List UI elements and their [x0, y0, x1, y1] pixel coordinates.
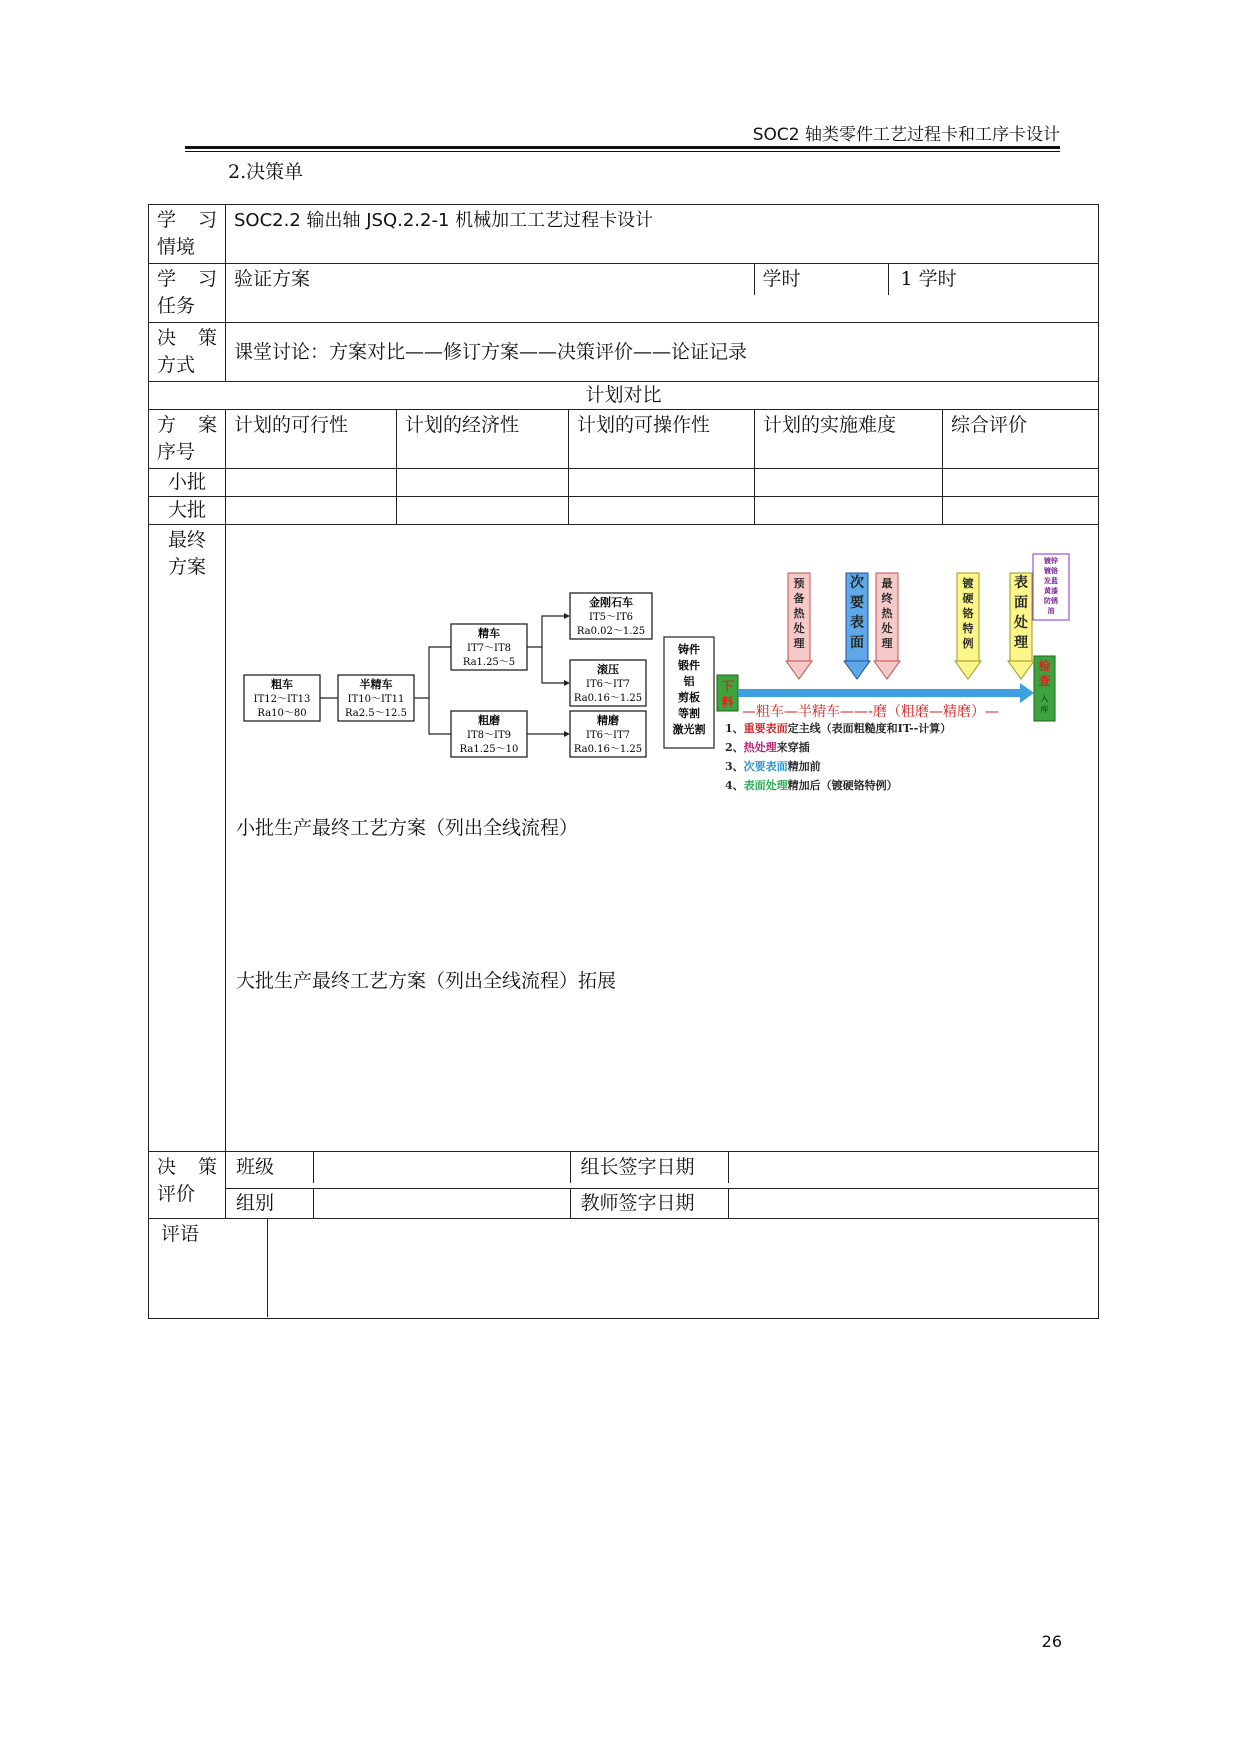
table-cell[interactable] — [943, 469, 1099, 497]
process-arrow-label: 处 — [881, 622, 893, 635]
table-cell[interactable] — [569, 497, 755, 525]
table-cell[interactable] — [397, 469, 569, 497]
col-economy: 计划的经济性 — [397, 410, 569, 469]
header-rule-thin — [185, 151, 1060, 152]
process-note: 3、次要表面精加前 — [725, 760, 821, 773]
header-rule — [185, 146, 1060, 149]
plan-no-label: 方 案 序号 — [149, 410, 226, 469]
process-arrow-label: 终 — [881, 592, 893, 605]
surface-treatment-note-text: 油 — [1047, 606, 1055, 615]
inspect-char: 检 — [1038, 659, 1051, 673]
process-box-text: IT6～IT7 — [586, 730, 630, 741]
row-small-batch-label: 小批 — [149, 469, 226, 497]
main-line-label: —粗车—半精车——-磨（粗磨—精磨）— — [742, 704, 1000, 720]
method-value: 课堂讨论：方案对比——修订方案——决策评价——论证记录 — [226, 323, 1099, 382]
process-arrow-label: 热 — [793, 607, 805, 620]
process-arrow-label: 硬 — [962, 592, 974, 605]
page-number: 26 — [1041, 1632, 1062, 1651]
task-label: 学 习 任务 — [149, 264, 226, 323]
process-box-text: IT10～IT11 — [347, 694, 405, 705]
process-arrow-label: 理 — [1014, 635, 1028, 651]
process-box-text: Ra0.02～1.25 — [576, 626, 646, 637]
eval-label: 决 策 评价 — [149, 1152, 226, 1219]
situation-value: SOC2.2 输出轴 JSQ.2.2-1 机械加工工艺过程卡设计 — [226, 205, 1099, 264]
final-small-batch: 小批生产最终工艺方案（列出全线流程） — [236, 817, 579, 839]
process-box-text: 金刚石车 — [589, 596, 633, 609]
group-field[interactable] — [313, 1189, 570, 1218]
process-arrow-label: 面 — [1014, 595, 1028, 611]
process-arrow-label: 预 — [793, 577, 805, 590]
col-overall: 综合评价 — [943, 410, 1099, 469]
cut-label-1: 下 — [721, 679, 734, 693]
class-label: 班级 — [226, 1152, 313, 1183]
surface-treatment-note-text: 防锈 — [1044, 596, 1058, 605]
surface-treatment-note-text: 镀铬 — [1044, 566, 1058, 575]
col-feasibility: 计划的可行性 — [226, 410, 397, 469]
compare-title: 计划对比 — [149, 382, 1099, 410]
process-arrow-label: 镀 — [962, 577, 974, 590]
task-value: 验证方案 — [226, 264, 754, 295]
inspect-char: 查 — [1038, 674, 1051, 688]
process-arrow-label: 特 — [962, 622, 974, 635]
table-cell[interactable] — [943, 497, 1099, 525]
leader-sign-label: 组长签字日期 — [570, 1152, 728, 1183]
main-line-bar — [738, 689, 1020, 697]
row-large-batch-label: 大批 — [149, 497, 226, 525]
process-box-text: Ra0.16～1.25 — [573, 693, 643, 704]
process-box-text: 半精车 — [359, 678, 393, 691]
process-box-text: 滚压 — [597, 663, 619, 676]
process-arrow-label: 要 — [850, 595, 864, 611]
process-arrow-label: 表 — [1014, 575, 1028, 591]
group-label: 组别 — [226, 1189, 313, 1218]
running-header: SOC2 轴类零件工艺过程卡和工序卡设计 — [752, 125, 1060, 145]
process-arrow-label: 铬 — [962, 607, 974, 620]
process-box-text: IT8～IT9 — [467, 730, 511, 741]
process-box-text: 精磨 — [597, 714, 619, 727]
teacher-sign-label: 教师签字日期 — [570, 1189, 728, 1218]
comment-field[interactable] — [267, 1219, 1098, 1317]
cut-label-2: 料 — [721, 695, 734, 709]
final-large-batch: 大批生产最终工艺方案（列出全线流程）拓展 — [236, 970, 617, 992]
process-box-text: Ra2.5～12.5 — [345, 708, 407, 719]
table-cell[interactable] — [755, 469, 943, 497]
process-note: 4、表面处理精加后（镀硬铬特例） — [725, 779, 898, 792]
process-arrow-label: 最 — [881, 577, 893, 590]
table-cell[interactable] — [226, 497, 397, 525]
blank-box-text: 等割 — [678, 707, 700, 720]
process-box-text: Ra0.16～1.25 — [573, 744, 643, 755]
final-plan-cell — [226, 525, 1099, 1152]
blank-box-text: 铝 — [683, 675, 695, 688]
process-box-text: Ra1.25～5 — [462, 657, 516, 668]
process-arrow-label: 次 — [850, 575, 864, 591]
blank-box-text: 激光割 — [672, 723, 706, 736]
hours-label: 学时 — [754, 264, 888, 295]
process-arrow-label: 处 — [1014, 615, 1028, 631]
process-note: 2、热处理来穿插 — [725, 741, 810, 754]
process-arrow-label: 理 — [881, 637, 893, 650]
decision-form — [148, 204, 1099, 1319]
table-cell[interactable] — [397, 497, 569, 525]
process-arrow-label: 理 — [793, 637, 805, 650]
blank-box-text: 锻件 — [678, 659, 700, 672]
section-title: 2.决策单 — [228, 161, 304, 183]
process-route-diagram — [226, 525, 1096, 815]
blank-box-text: 剪板 — [678, 691, 700, 704]
process-arrow-label: 表 — [850, 615, 864, 631]
process-arrow-label: 热 — [881, 607, 893, 620]
process-box-text: 精车 — [478, 627, 500, 640]
final-label: 最终 方案 — [149, 525, 226, 1152]
leader-sign-field[interactable] — [728, 1152, 1098, 1183]
table-cell[interactable] — [755, 497, 943, 525]
process-box-text: IT12～IT13 — [253, 694, 311, 705]
process-box-text: Ra1.25～10 — [459, 744, 519, 755]
process-box-text: IT7～IT8 — [467, 643, 511, 654]
process-arrow-label: 例 — [962, 637, 974, 650]
class-field[interactable] — [313, 1152, 570, 1183]
process-box-text: IT5～IT6 — [589, 612, 633, 623]
process-arrow-label: 备 — [793, 592, 805, 605]
process-box-text: 粗车 — [271, 678, 293, 691]
process-note: 1、重要表面定主线（表面粗糙度和IT--计算） — [725, 722, 952, 735]
method-label: 决 策 方式 — [149, 323, 226, 382]
process-box-text: IT6～IT7 — [586, 679, 630, 690]
surface-treatment-note-text: 黄漆 — [1044, 586, 1058, 595]
table-cell[interactable] — [226, 469, 397, 497]
process-arrow-label: 面 — [850, 635, 864, 651]
comment-label: 评语 — [149, 1219, 267, 1317]
surface-treatment-note-text: 镀锌 — [1044, 556, 1058, 565]
blank-box-text: 铸件 — [678, 643, 700, 656]
col-difficulty: 计划的实施难度 — [755, 410, 943, 469]
process-box-text: 粗磨 — [478, 714, 500, 727]
table-cell[interactable] — [569, 469, 755, 497]
col-operability: 计划的可操作性 — [569, 410, 755, 469]
inspect-char: 库 — [1040, 705, 1049, 714]
situation-label: 学 习 情境 — [149, 205, 226, 264]
teacher-sign-field[interactable] — [728, 1189, 1098, 1218]
hours-value: 1 学时 — [900, 268, 957, 290]
process-box-text: Ra10～80 — [257, 708, 307, 719]
inspect-char: 入 — [1040, 694, 1049, 703]
process-arrow-label: 处 — [793, 622, 805, 635]
surface-treatment-note-text: 发蓝 — [1044, 576, 1058, 585]
